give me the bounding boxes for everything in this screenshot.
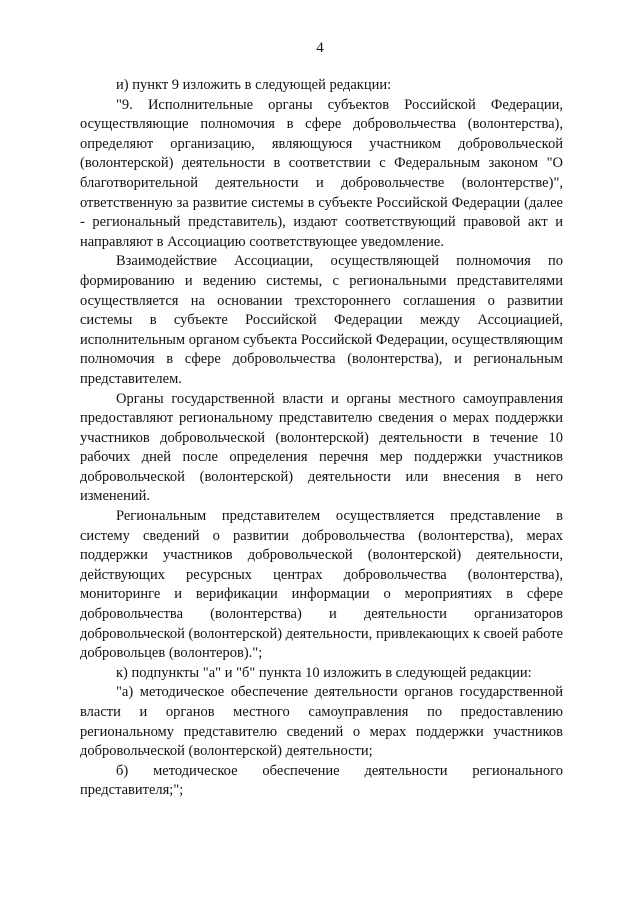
paragraph-point-9: "9. Исполнительные органы субъектов Российской Федерации, осуществляющие полномочия в сфере добровольчества (волонтерства), определяют организацию, являющуюся участником добровольческой (волонтерской) деятельности в соответствии с Федеральным законом "О благотворительной деятельности и добровольчестве (волонтерстве)", ответственную за развитие системы в субъекте Российской Федерации (далее - региональный представитель), издают соответствующий правовой акт и направляют в Ассоциацию соответствующее уведомление. — [80, 96, 563, 250]
document-body — [80, 76, 563, 801]
paragraph-subpoint-a: "а) методическое обеспечение деятельности органов государственной власти и органов местного самоуправления по предоставлению региональному представителю сведений о мерах поддержки участников добровольческой (волонтерской) деятельности; — [80, 684, 563, 760]
page-number: 4 — [316, 40, 324, 56]
paragraph-subpoint-b: б) методическое обеспечение деятельности регионального представителя;"; — [80, 762, 563, 799]
paragraph-interaction: Взаимодействие Ассоциации, осуществляющей полномочия по формированию и ведению системы, с региональными представителями осуществляется на основании трехстороннего соглашения о развитии системы в субъекте Российской Федерации между Ассоциацией, исполнительным органом субъекта Российской Федерации, осуществляющим полномочия в сфере добровольчества (волонтерства), и региональным представителем. — [80, 253, 563, 387]
paragraph-regional-representative: Региональным представителем осуществляется представление в систему сведений о развитии добровольчества (волонтерства), мерах поддержки участников добровольческой (волонтерской) деятельности, действующих ресурсных центрах добровольчества (волонтерства), мониторинге и верификации информации о мероприятиях в сфере добровольчества (волонтерства) и деятельности организаторов добровольческой (волонтерской) деятельности, привлекающих к своей работе добровольцев (волонтеров)."; — [80, 508, 563, 662]
paragraph-item-i: и) пункт 9 изложить в следующей редакции: — [116, 77, 392, 93]
paragraph-item-k: к) подпункты "а" и "б" пункта 10 изложить в следующей редакции: — [116, 664, 532, 681]
paragraph-authorities: Органы государственной власти и органы местного самоуправления предоставляют региональному представителю сведения о мерах поддержки участников добровольческой (волонтерской) деятельности в течение 10 рабочих дней после определения перечня мер поддержки участников добровольческой (волонтерской) деятельности или внесения в него изменений. — [80, 390, 563, 505]
